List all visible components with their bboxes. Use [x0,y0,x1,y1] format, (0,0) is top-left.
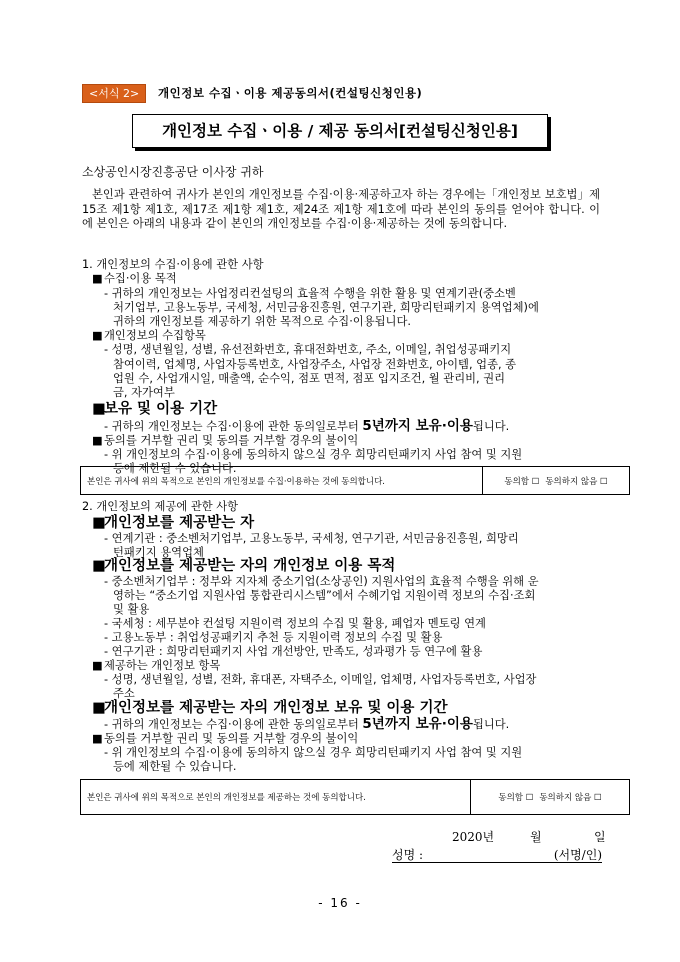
section2-refuse-line: - 위 개인정보의 수집·이용에 동의하지 않으실 경우 희망리턴패키지 사업 참여 및 지원 [104,746,523,759]
square-bullet-icon: ■ [92,558,106,574]
square-bullet-icon: ■ [92,434,103,447]
section1-purpose-line: 처기업부, 고용노동부, 국세청, 서민금융진흥원, 연구기관, 희망리턴패키지 용역업체)에 [113,301,539,314]
section2-consent-box [80,779,630,815]
page-number: - 16 - [318,896,362,910]
section1-refuse-line: 등에 제한될 수 있습니다. [113,462,237,475]
section2-purpose-line: - 고용노동부 : 취업성공패키지 추천 등 지원이력 정보의 수집 및 활용 [104,631,443,644]
name-label: 성명 : [392,848,424,862]
section1-items-line: 업원 수, 사업개시일, 매출액, 순수익, 점포 면적, 점포 입지조건, 월 관리비, 권리 [113,372,506,385]
section2-receivers-title: ■개인정보를 제공받는 자 [92,515,255,531]
recipient-line: 소상공인시장진흥공단 이사장 귀하 [82,165,264,179]
section2-items-line: 주소 [113,687,135,700]
section2-heading: 2. 개인정보의 제공에 관한 사항 [82,500,239,513]
section2-purpose-line: - 연구기관 : 희망리턴패키지 사업 개선방안, 만족도, 성과평가 등 연구에 활용 [104,645,483,658]
square-bullet-icon: ■ [92,272,103,285]
section2-purpose-line: - 중소벤처기업부 : 정부와 지자체 중소기업(소상공인) 지원사업의 효율적 수행을 위해 운 [104,575,539,588]
section1-items-line: - 성명, 생년월일, 성별, 유선전화번호, 휴대전화번호, 주소, 이메일, 취업성공패키지 [104,343,512,356]
document-title: 개인정보 수집ㆍ이용 / 제공 동의서[컨설팅신청인용] [132,114,548,148]
intro-text: 본인과 관련하여 귀사가 본인의 개인정보를 수집·이용·제공하고자 하는 경우에는「개인정보 보호법」제15조 제1항 제1호, 제17조 제1항 제1호, 제24조 제1항 제1호에 따라 본인의 동의를 얻어야 합니다. 이에 본인은 아래의 내용과 같이 본인의 개인정보를 수집·이용·제공하는 것에 동의합니다. [82,188,600,230]
square-bullet-icon: ■ [92,659,103,672]
section2-agree-checkbox[interactable]: 동의함 ☐ [498,793,534,803]
section2-purpose-title: ■개인정보를 제공받는 자의 개인정보 이용 목적 [92,558,396,574]
section1-consent-text: 본인은 귀사에 위의 목적으로 본인의 개인정보를 수집·이용하는 것에 동의합니다. [87,476,385,487]
section2-items-title: ■제공하는 개인정보 항목 [92,659,221,672]
sign-label: (서명/인) [553,848,602,862]
section1-retention-line: - 귀하의 개인정보는 수집·이용에 관한 동의일로부터 5년까지 보유·이용됩니다. [104,418,510,434]
section1-items-title: ■개인정보의 수집항목 [92,329,206,342]
section2-consent-options [470,780,629,814]
section2-disagree-checkbox[interactable]: 동의하지 않음 ☐ [539,793,602,803]
square-bullet-icon: ■ [92,515,106,531]
section1-purpose-line: - 귀하의 개인정보는 사업정리컨설팅의 효율적 수행을 위한 활용 및 연계기관(중소벤 [104,287,516,300]
section2-refuse-line: 등에 제한될 수 있습니다. [113,760,237,773]
section2-retention-title: ■개인정보를 제공받는 자의 개인정보 보유 및 이용 기간 [92,700,448,716]
date-month: 월 [530,830,542,844]
date-day: 일 [594,830,606,844]
section1-refuse-line: - 위 개인정보의 수집·이용에 동의하지 않으실 경우 희망리턴패키지 사업 참여 및 지원 [104,448,523,461]
section2-items-line: - 성명, 생년월일, 성별, 전화, 휴대폰, 자택주소, 이메일, 업체명, 사업자등록번호, 사업장 [104,673,537,686]
section1-items-line: 금, 자가여부 [113,386,175,399]
section2-consent-text: 본인은 귀사에 위의 목적으로 본인의 개인정보를 제공하는 것에 동의합니다. [87,793,366,803]
section2-retention-line: - 귀하의 개인정보는 수집·이용에 관한 동의일로부터 5년까지 보유·이용됩니다. [104,716,510,732]
section1-heading: 1. 개인정보의 수집·이용에 관한 사항 [82,258,264,271]
section2-purpose-line: 및 활용 [113,603,150,616]
section1-refuse-title: ■동의를 거부할 권리 및 동의를 거부할 경우의 불이익 [92,434,359,447]
section2-purpose-line: - 국세청 : 세무분야 컨설팅 지원이력 정보의 수집 및 활용, 폐업자 멘토링 연계 [104,617,486,630]
section1-consent-box [80,466,630,495]
square-bullet-icon: ■ [92,700,106,716]
section2-refuse-title: ■동의를 거부할 권리 및 동의를 거부할 경우의 불이익 [92,732,359,745]
date-year: 2020년 [452,830,495,844]
section2-receivers-line: - 연계기관 : 중소벤처기업부, 고용노동부, 국세청, 연구기관, 서민금융진흥원, 희망리 [104,532,519,545]
intro-paragraph [82,188,600,232]
square-bullet-icon: ■ [92,401,106,417]
section1-disagree-checkbox[interactable]: 동의하지 않음 ☐ [545,476,608,487]
square-bullet-icon: ■ [92,329,103,342]
section2-receivers-line: 턴패키지 용역업체 [113,546,204,559]
section1-purpose-line: 귀하의 개인정보를 제공하기 위한 목적으로 수집·이용됩니다. [113,315,411,328]
section1-consent-options [482,467,629,494]
section2-purpose-line: 영하는 “중소기업 지원사업 통합관리시스템”에서 수혜기업 지원이력 정보의 수집·조회 [113,589,536,602]
form-subtitle: 개인정보 수집ㆍ이용 제공동의서(컨설팅신청인용) [158,86,423,100]
section1-items-line: 참여이력, 업체명, 사업자등록번호, 사업장주소, 사업장 전화번호, 아이템, 업종, 종 [113,358,517,371]
signature-line[interactable] [392,846,602,863]
section1-purpose-title: ■수집·이용 목적 [92,272,177,285]
section1-retention-title: ■보유 및 이용 기간 [92,401,218,417]
section1-agree-checkbox[interactable]: 동의함 ☐ [504,476,540,487]
form-tag: <서식 2> [82,84,146,103]
square-bullet-icon: ■ [92,732,103,745]
